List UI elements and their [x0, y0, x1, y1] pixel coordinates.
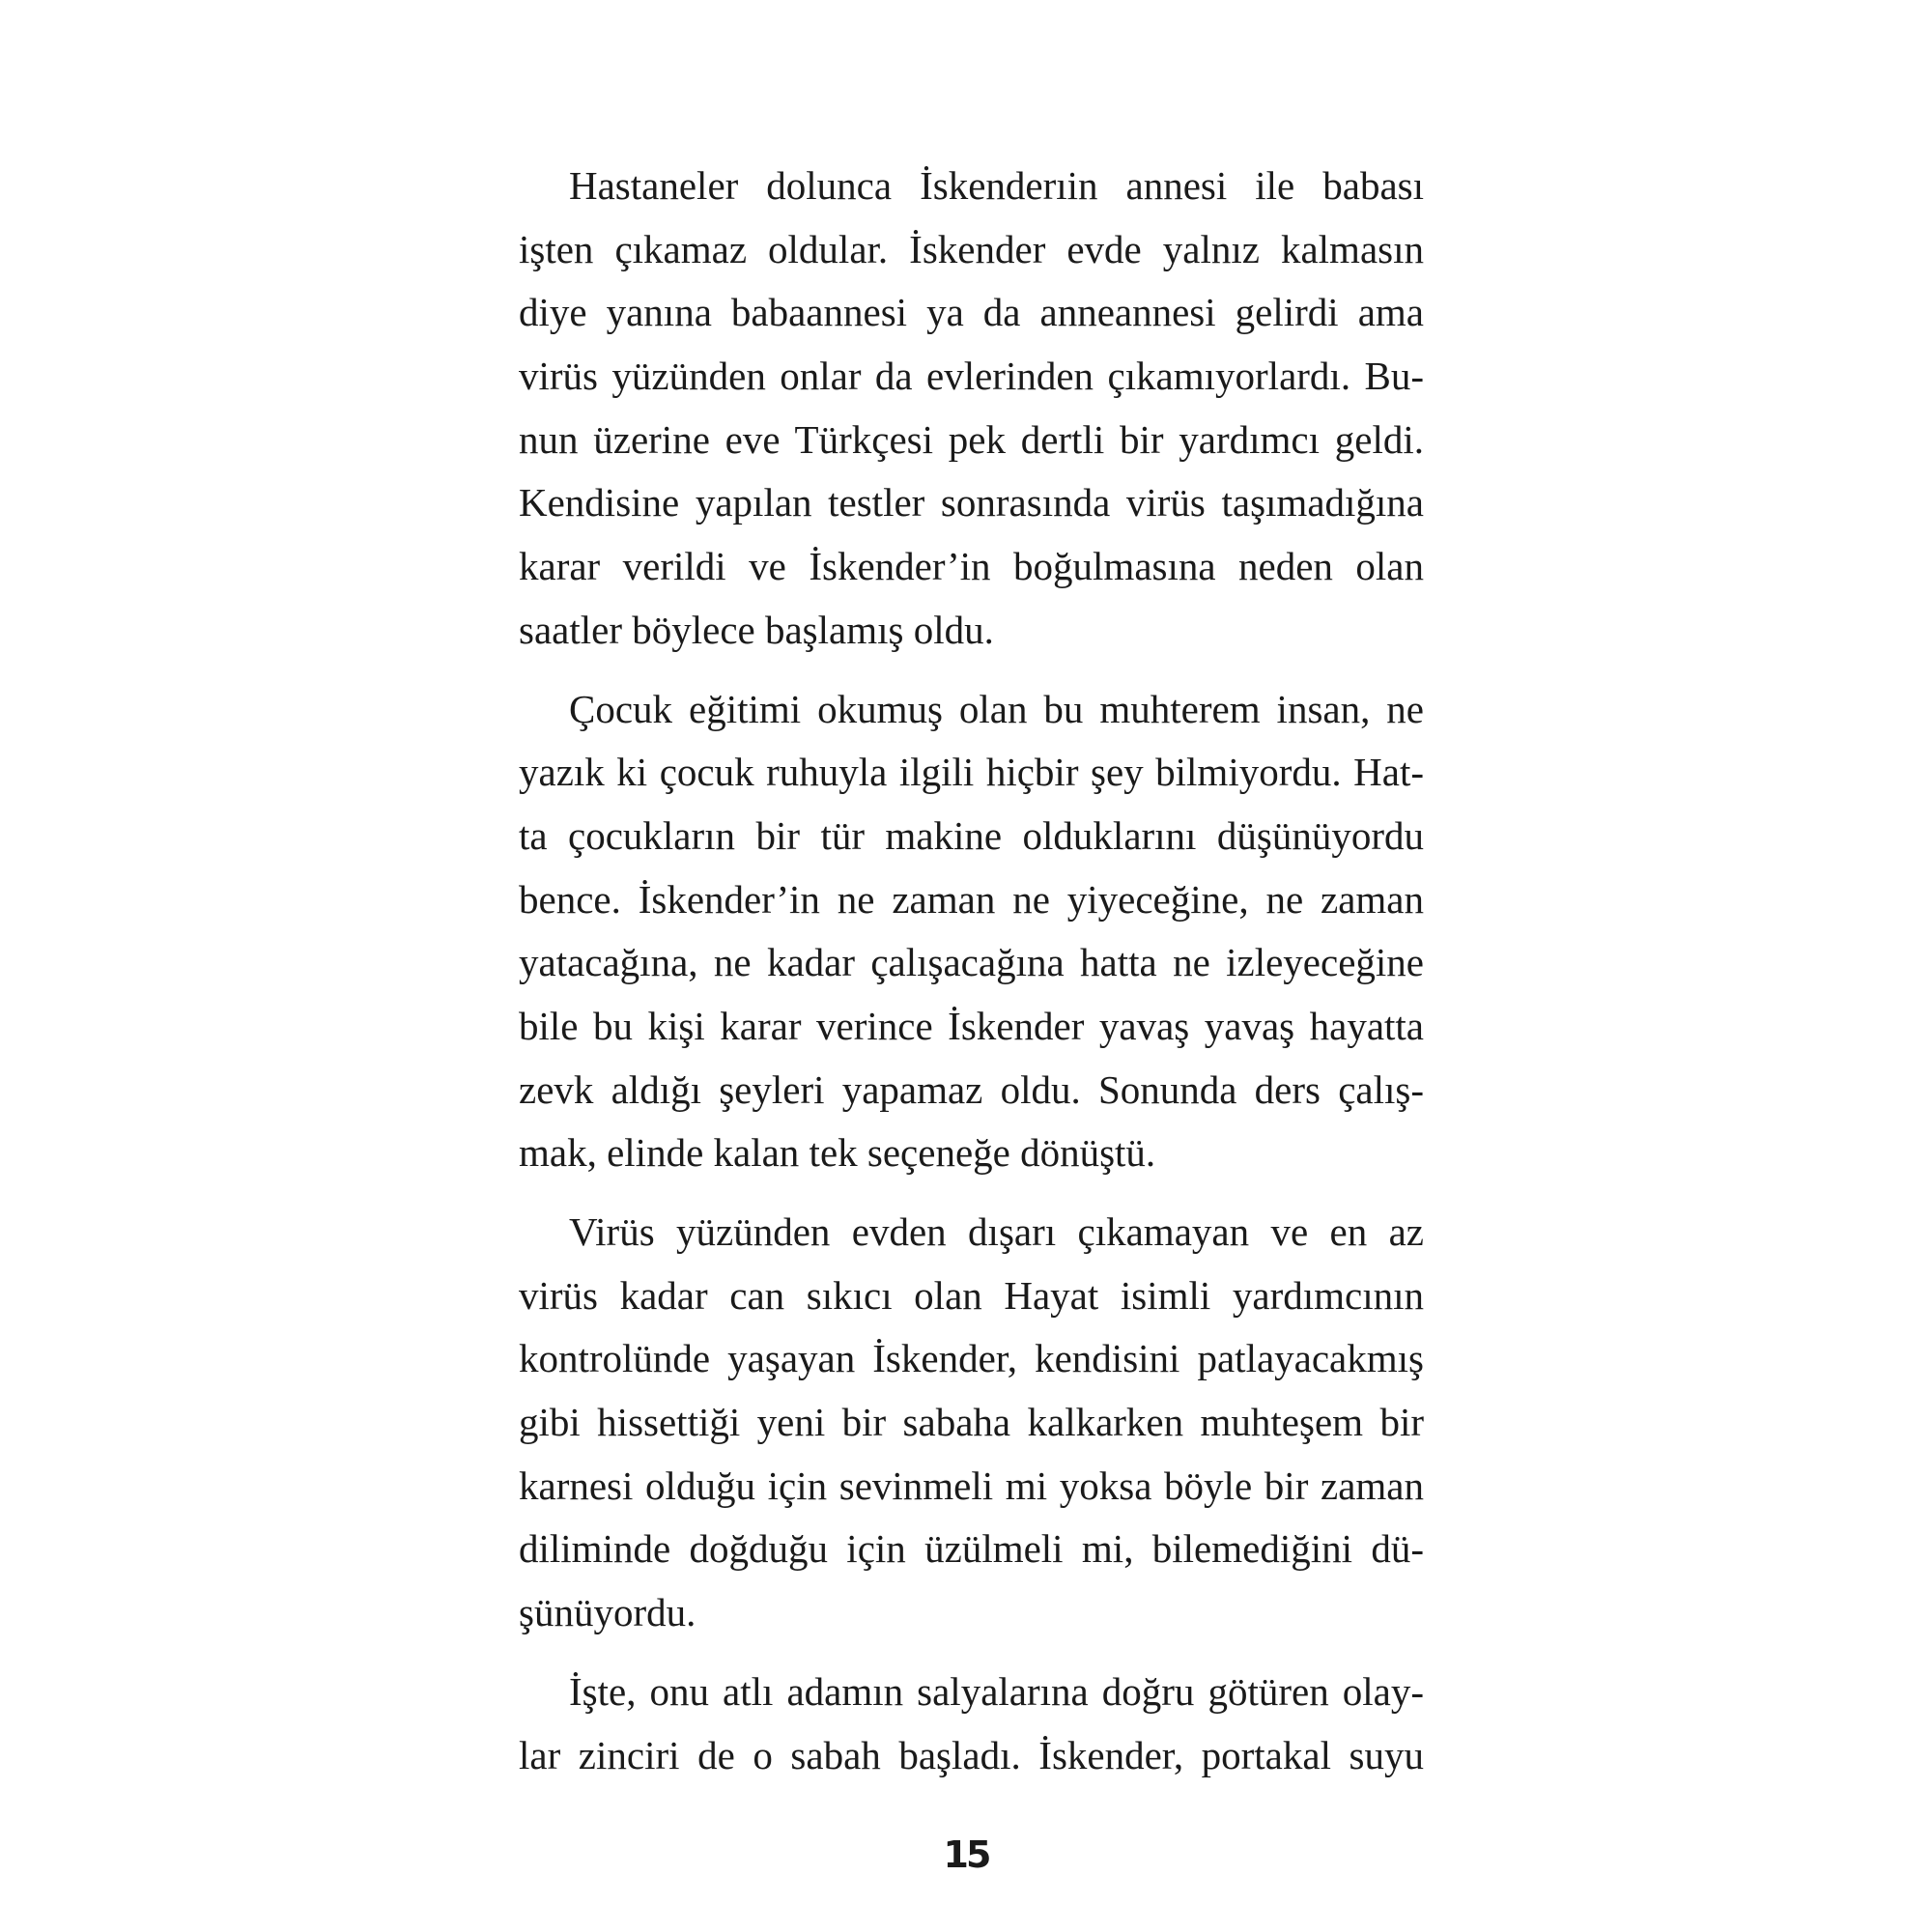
- text-line: bence. İskender’in ne zaman ne yiyeceğine, ne zaman: [519, 876, 1424, 922]
- text-line: karar verildi ve İskender’in boğulmasına neden olan: [519, 544, 1424, 589]
- text-line: bile bu kişi karar verince İskender yavaş yavaş hayatta: [519, 1003, 1424, 1048]
- text-line: Hastaneler dolunca İskenderıin annesi ile babası: [569, 163, 1424, 208]
- text-line: diliminde doğduğu için üzülmeli mi, bilemediğini dü-: [519, 1526, 1424, 1572]
- text-line: virüs kadar can sıkıcı olan Hayat isimli yardımcının: [519, 1272, 1424, 1318]
- text-line: saatler böylece başlamış oldu.: [519, 607, 994, 652]
- text-line: yazık ki çocuk ruhuyla ilgili hiçbir şey bilmiyordu. Hat-: [519, 750, 1424, 795]
- text-line: işten çıkamaz oldular. İskender evde yalnız kalmasın: [519, 226, 1424, 271]
- text-line: kontrolünde yaşayan İskender, kendisini patlayacakmış: [519, 1336, 1424, 1381]
- text-line: Virüs yüzünden evden dışarı çıkamayan ve en az: [569, 1209, 1424, 1254]
- text-line: ta çocukların bir tür makine olduklarını düşünüyordu: [519, 812, 1424, 858]
- body-text: [519, 155, 1424, 1803]
- paragraph-1: [519, 155, 1424, 663]
- text-line: Kendisine yapılan testler sonrasında virüs taşımadığına: [519, 480, 1424, 526]
- text-line: diye yanına babaannesi ya da anneannesi gelirdi ama: [519, 290, 1424, 335]
- page-number: 15: [943, 1833, 989, 1876]
- paragraph-2: [519, 678, 1424, 1186]
- text-line: nun üzerine eve Türkçesi pek dertli bir yardımcı geldi.: [519, 416, 1424, 462]
- text-line: yatacağına, ne kadar çalışacağına hatta ne izleyeceğine: [519, 940, 1424, 985]
- text-line: virüs yüzünden onlar da evlerinden çıkamıyorlardı. Bu-: [519, 354, 1424, 399]
- text-line: mak, elinde kalan tek seçeneğe dönüştü.: [519, 1130, 1156, 1176]
- text-line: karnesi olduğu için sevinmeli mi yoksa böyle bir zaman: [519, 1463, 1424, 1508]
- paragraph-3: [519, 1201, 1424, 1645]
- text-line: lar zinciri de o sabah başladı. İskender, portakal suyu: [519, 1732, 1424, 1777]
- text-line: şünüyordu.: [519, 1590, 696, 1635]
- text-line: İşte, onu atlı adamın salyalarına doğru götüren olay-: [569, 1668, 1424, 1714]
- text-line: Çocuk eğitimi okumuş olan bu muhterem insan, ne: [569, 686, 1424, 731]
- text-line: zevk aldığı şeyleri yapamaz oldu. Sonunda ders çalış-: [519, 1066, 1424, 1112]
- paragraph-4: [519, 1661, 1424, 1787]
- text-line: gibi hissettiği yeni bir sabaha kalkarken muhteşem bir: [519, 1400, 1424, 1445]
